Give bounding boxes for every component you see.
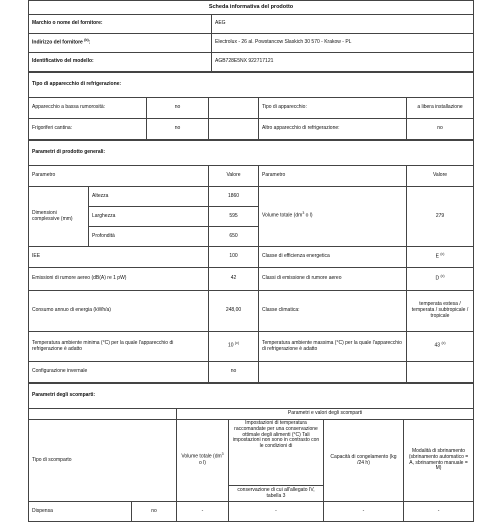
col-value-header-2: Valore: [407, 166, 474, 187]
appliance-type-label: Tipo di apparecchio:: [259, 98, 407, 119]
noise-class-value: D $^{(c)}$: [407, 268, 474, 291]
freezing-capacity-header: Capacità di congelamento (kg /24 h): [324, 420, 404, 502]
eei-label: IEE: [29, 247, 209, 268]
compartment-volume-header: Volume totale ($dm^3$ o l): [177, 420, 229, 502]
col-value-header: Valore: [209, 166, 259, 187]
depth-label: Profondità: [89, 227, 209, 247]
compartment-type-header: Tipo di scomparto: [29, 420, 177, 502]
general-parameters-table: [28, 140, 474, 383]
noise-value: 42: [209, 268, 259, 291]
noise-label: Emissioni di rumore aereo (dB(A) re 1 pW): [29, 268, 209, 291]
energy-consumption-value: 248,00: [209, 291, 259, 332]
climate-class-label: Classe climatica:: [259, 291, 407, 332]
low-noise-label: Apparecchio a bassa rumorosità:: [29, 98, 147, 119]
sheet-title: Scheda informativa del prodotto: [29, 1, 474, 15]
compartment-row-volume: -: [177, 502, 229, 522]
energy-consumption-label: Consumo annuo di energia (kWh/a): [29, 291, 209, 332]
product-information-sheet: [28, 0, 473, 514]
recommended-temp-header-cont: conservazione di cui all'allegato IV, tabella 3: [229, 486, 324, 502]
total-volume-value: 279: [407, 187, 474, 247]
wine-storage-label: Frigoriferi cantina:: [29, 119, 147, 140]
address-label: Indirizzo del fornitore $^{(b)}$:: [29, 34, 212, 53]
low-noise-value: no: [147, 98, 209, 119]
winter-setting-value: no: [209, 362, 259, 383]
width-value: 595: [209, 207, 259, 227]
eei-value: 100: [209, 247, 259, 268]
climate-class-value: temperata estesa / temperata / subtropicale / tropicale: [407, 291, 474, 332]
wine-storage-value: no: [147, 119, 209, 140]
height-label: Altezza: [89, 187, 209, 207]
compartment-row-defrost: -: [404, 502, 474, 522]
appliance-type-table: [28, 72, 474, 140]
height-value: 1860: [209, 187, 259, 207]
general-parameters-title: Parametri di prodotto generali:: [29, 141, 474, 166]
max-temp-label: Temperatura ambiente massima (°C) per la quale l'apparecchio di refrigerazione è adatto: [259, 332, 407, 362]
total-volume-label: Volume totale ($dm^3$ o l): [259, 187, 407, 247]
address-value: Electrolux - 26 al. Powstancow Slaskich 30 570 - Krakow - PL: [212, 34, 474, 53]
compartment-row-temp: -: [229, 502, 324, 522]
winter-setting-label: Configurazione invernale: [29, 362, 209, 383]
model-label: Identificativo del modello:: [29, 53, 212, 72]
width-label: Larghezza: [89, 207, 209, 227]
max-temp-value: 43 $^{(c)}$: [407, 332, 474, 362]
header-table: [28, 0, 474, 72]
noise-class-label: Classi di emissione di rumore aereo: [259, 268, 407, 291]
appliance-type-title: Tipo di apparecchio di refrigerazione:: [29, 73, 474, 98]
supplier-label: Marchio o nome del fornitore:: [29, 15, 212, 34]
col-parameter-header: Parametro: [29, 166, 209, 187]
defrost-type-header: Modalità di sbrinamento (sbrinamento automatico = A, sbrinamento manuale = M): [404, 420, 474, 502]
supplier-value: AEG: [212, 15, 474, 34]
recommended-temp-header: Impostazioni di temperatura raccomandate per una conservazione ottimale degli alimenti (°C) Tali impostazioni non sono in contrasto con le condizioni di: [229, 420, 324, 486]
model-value: AGB728E5NX 922717121: [212, 53, 474, 72]
col-parameter-header-2: Parametro: [259, 166, 407, 187]
energy-class-label: Classe di efficienza energetica: [259, 247, 407, 268]
dimensions-label: Dimensioni complessive (mm): [29, 187, 89, 247]
min-temp-label: Temperatura ambiente minima (°C) per la quale l'apparecchio di refrigerazione è adatto: [29, 332, 209, 362]
appliance-type-value: a libera installazione: [407, 98, 474, 119]
compartment-parameters-table: [28, 383, 474, 522]
compartment-row-present: no: [132, 502, 177, 522]
other-appliance-value: no: [407, 119, 474, 140]
compartment-group-header: Parametri e valori degli scomparti: [177, 409, 474, 420]
energy-class-value: E $^{(c)}$: [407, 247, 474, 268]
compartment-row-type: Dispensa: [29, 502, 132, 522]
other-appliance-label: Altro apparecchio di refrigerazione:: [259, 119, 407, 140]
compartments-title: Parametri degli scomparti:: [29, 384, 474, 409]
depth-value: 650: [209, 227, 259, 247]
min-temp-value: 10 $^{(c)}$: [209, 332, 259, 362]
compartment-row-capacity: -: [324, 502, 404, 522]
